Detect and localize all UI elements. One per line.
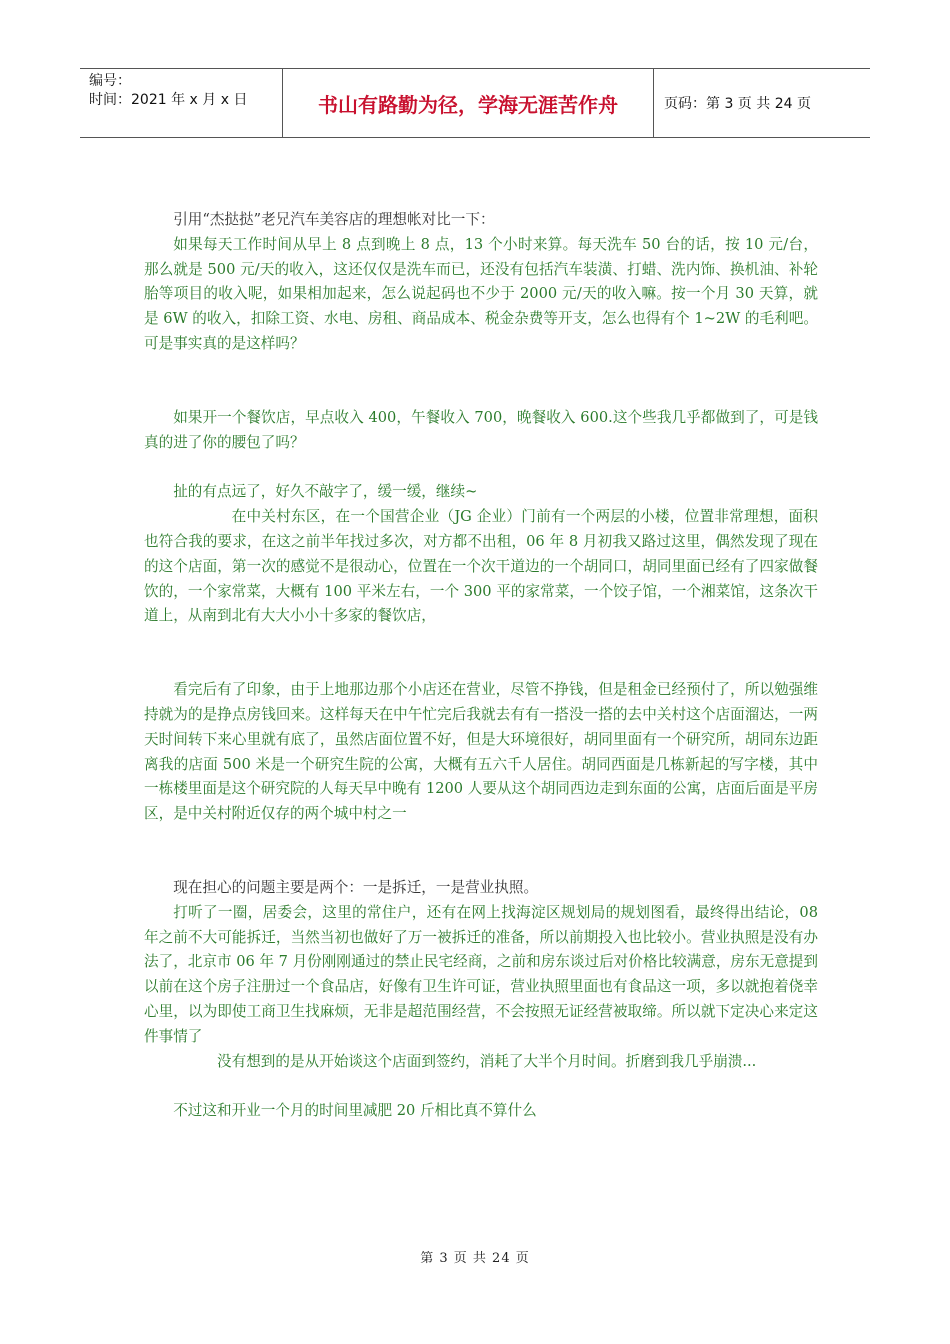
- paragraph: 不过这和开业一个月的时间里减肥 20 斤相比真不算什么: [173, 1102, 537, 1120]
- paragraph: 扯的有点远了，好久不敲字了，缓一缓，继续~: [173, 483, 478, 501]
- document-body: [144, 208, 818, 1124]
- spacer: [144, 629, 818, 678]
- paragraph: 引用“杰挞挞”老兄汽车美容店的理想帐对比一下：: [173, 211, 495, 228]
- spacer: [144, 827, 818, 876]
- header-page-info: 页码：第 3 页 共 24 页: [664, 96, 811, 112]
- paragraph: 打听了一圈，居委会，这里的常住户，还有在网上找海淀区规划局的规划图看，最终得出结论，08 年之前不大可能拆迁，当然当初也做好了万一被拆迁的准备，所以前期投入也比较小。营业执照是没有办法了，北京市 06 年 7 月份刚刚通过的禁止民宅经商，之前和房东谈过后对价格比较满意，房东无意提到以前在这个房子注册过一个食品店，好像有卫生许可证，营业执照里面也有食品这一项，多以就抱着侥幸心里，以为即使工商卫生找麻烦，无非是超范围经营，不会按照无证经营被取缔。所以就下定决心来定这件事情了: [144, 903, 818, 1045]
- spacer: [144, 357, 818, 406]
- paragraph: 现在担心的问题主要是两个：一是拆迁，一是营业执照。: [173, 878, 539, 896]
- spacer: [144, 1074, 818, 1099]
- paragraph: 没有想到的是从开始谈这个店面到签约，消耗了大半个月时间。折磨到我几乎崩溃...: [217, 1052, 757, 1070]
- document-header: [80, 68, 870, 138]
- spacer: [144, 455, 818, 480]
- paragraph: 看完后有了印象，由于上地那边那个小店还在营业，尽管不挣钱，但是租金已经预付了，所以勉强维持就为的是挣点房钱回来。这样每天在中午忙完后我就去有有一搭没一搭的去中关村这个店面溜达，一两天时间转下来心里就有底了，虽然店面位置不好，但是大环境很好，胡同里面有一个研究所，胡同东边距离我的店面 500 米是一个研究生院的公寓，大概有五六千人居住。胡同西面是几栋新起的写字楼，其中一栋楼里面是这个研究院的人每天早中晚有 1200 人要从这个胡同西边走到东面的公寓，店面后面是平房区，是中关村附近仅存的两个城中村之一: [144, 681, 818, 823]
- paragraph: 如果开一个餐饮店，早点收入 400，午餐收入 700，晚餐收入 600.这个些我几乎都做到了，可是钱真的进了你的腰包了吗？: [144, 408, 818, 451]
- header-meta: [80, 69, 282, 137]
- number-label: 编号：: [89, 73, 131, 89]
- date-label: 时间：2021 年 x 月 x 日: [89, 92, 248, 108]
- header-motto: 书山有路勤为径，学海无涯苦作舟: [282, 69, 654, 137]
- page-footer: 第 3 页 共 24 页: [420, 1251, 530, 1266]
- paragraph: 如果每天工作时间从早上 8 点到晚上 8 点，13 个小时来算。每天洗车 50 台的话，按 10 元/台，那么就是 500 元/天的收入，这还仅仅是洗车而已，还没有包括汽车装潢、打蜡、洗内饰、换机油、补轮胎等项目的收入呢，如果相加起来，怎么说起码也不少于 2000 元/天的收入嘛。按一个月 30 天算，就是 6W 的收入，扣除工资、水电、房租、商品成本、税金杂费等开支，怎么也得有个 1~2W 的毛利吧。可是事实真的是这样吗？: [144, 235, 818, 352]
- paragraph: 在中关村东区，在一个国营企业（JG 企业）门前有一个两层的小楼，位置非常理想，面积也符合我的要求，在这之前半年找过多次，对方都不出租，06 年 8 月初我又路过这里，偶然发现了现在的这个店面，第一次的感觉不是很动心，位置在一个次干道边的一个胡同口，胡同里面已经有了四家做餐饮的，一个家常菜，大概有 100 平米左右，一个 300 平的家常菜，一个饺子馆，一个湘菜馆，这条次干道上，从南到北有大大小小十多家的餐饮店，: [144, 508, 818, 625]
